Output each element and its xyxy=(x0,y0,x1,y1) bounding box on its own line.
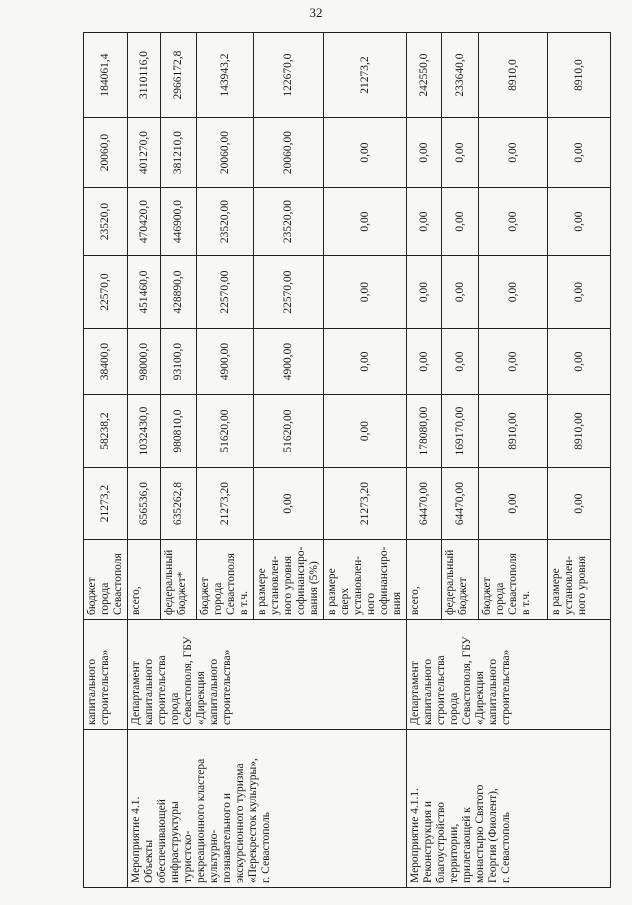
value-cell: 4900,00 xyxy=(197,329,254,395)
value-cell: 38400,0 xyxy=(84,329,128,395)
value-cell: 20060,00 xyxy=(254,118,324,188)
table-row xyxy=(407,33,442,888)
value-cell: 0,00 xyxy=(407,329,442,395)
value-cell: 8910,00 xyxy=(548,395,611,468)
value-cell: 64470,00 xyxy=(407,468,442,540)
value-cell: 656536,0 xyxy=(128,468,161,540)
value-cell: 0,00 xyxy=(407,256,442,329)
value-cell: 0,00 xyxy=(324,118,407,188)
responsible-cell: Департамент капитального строительства города Севастополя, ГБУ «Дирекция капитального строительства» xyxy=(407,620,611,730)
value-cell: 21273,20 xyxy=(324,468,407,540)
value-cell: 470420,0 xyxy=(128,188,161,256)
value-cell: 242550,0 xyxy=(407,33,442,118)
value-cell: 0,00 xyxy=(548,329,611,395)
value-cell: 0,00 xyxy=(324,329,407,395)
table-body xyxy=(84,33,611,888)
value-cell: 0,00 xyxy=(324,395,407,468)
value-cell: 1032430,0 xyxy=(128,395,161,468)
value-cell: 20060,0 xyxy=(84,118,128,188)
value-cell: 0,00 xyxy=(548,468,611,540)
value-cell: 58238,2 xyxy=(84,395,128,468)
value-cell: 0,00 xyxy=(254,468,324,540)
value-cell: 0,00 xyxy=(324,256,407,329)
value-cell: 21273,2 xyxy=(84,468,128,540)
rotated-table-container xyxy=(83,33,588,888)
value-cell: 980810,0 xyxy=(161,395,197,468)
value-cell: 122670,0 xyxy=(254,33,324,118)
value-cell: 23520,00 xyxy=(254,188,324,256)
value-cell: 178080,00 xyxy=(407,395,442,468)
value-cell: 21273,20 xyxy=(197,468,254,540)
value-cell: 0,00 xyxy=(407,188,442,256)
value-cell: 0,00 xyxy=(442,256,479,329)
value-cell: 51620,00 xyxy=(254,395,324,468)
value-cell: 20060,00 xyxy=(197,118,254,188)
table-row xyxy=(84,33,128,888)
value-cell: 451460,0 xyxy=(128,256,161,329)
value-cell: 93100,0 xyxy=(161,329,197,395)
event-cell-empty xyxy=(84,730,128,888)
value-cell: 0,00 xyxy=(548,256,611,329)
source-cell: в размере установлен- ного уровня софинансиро- вания (5%) xyxy=(254,540,324,620)
value-cell: 0,00 xyxy=(407,118,442,188)
source-cell: всего, xyxy=(407,540,442,620)
value-cell: 0,00 xyxy=(479,329,548,395)
value-cell: 22570,00 xyxy=(197,256,254,329)
value-cell: 51620,00 xyxy=(197,395,254,468)
value-cell: 8910,0 xyxy=(479,33,548,118)
value-cell: 184061,4 xyxy=(84,33,128,118)
table-row xyxy=(128,33,161,888)
value-cell: 8910,00 xyxy=(479,395,548,468)
value-cell: 446900,0 xyxy=(161,188,197,256)
value-cell: 98000,0 xyxy=(128,329,161,395)
value-cell: 21273,2 xyxy=(324,33,407,118)
value-cell: 0,00 xyxy=(442,329,479,395)
event-cell: Мероприятие 4.1. Объекты обеспечивающей инфраструктуры туристско- рекреационного кластера культурно- познавательного и экскурсионного туризма «Перекресток культуры», г. Севастополь xyxy=(128,730,407,888)
value-cell: 23520,0 xyxy=(84,188,128,256)
value-cell: 0,00 xyxy=(324,188,407,256)
value-cell: 169170,00 xyxy=(442,395,479,468)
value-cell: 0,00 xyxy=(548,188,611,256)
source-cell: в размере сверх установлен- ного софинансиро- вния xyxy=(324,540,407,620)
value-cell: 635262,8 xyxy=(161,468,197,540)
source-cell: всего, xyxy=(128,540,161,620)
value-cell: 381210,0 xyxy=(161,118,197,188)
source-cell: в размере установлен- ного уровня xyxy=(548,540,611,620)
value-cell: 8910,0 xyxy=(548,33,611,118)
value-cell: 0,00 xyxy=(479,468,548,540)
responsible-cell: капитального строительства» xyxy=(84,620,128,730)
value-cell: 428890,0 xyxy=(161,256,197,329)
value-cell: 0,00 xyxy=(442,118,479,188)
value-cell: 0,00 xyxy=(548,118,611,188)
value-cell: 233640,0 xyxy=(442,33,479,118)
page-number: 32 xyxy=(309,5,323,20)
value-cell: 143943,2 xyxy=(197,33,254,118)
value-cell: 0,00 xyxy=(442,188,479,256)
responsible-cell: Департамент капитального строительства города Севастополя, ГБУ «Дирекция капитального строительства» xyxy=(128,620,407,730)
value-cell: 23520,00 xyxy=(197,188,254,256)
value-cell: 64470,00 xyxy=(442,468,479,540)
value-cell: 0,00 xyxy=(479,256,548,329)
value-cell: 2966172,8 xyxy=(161,33,197,118)
source-cell: бюджет города Севастополя в т.ч. xyxy=(197,540,254,620)
source-cell: бюджет города Севастополя в т.ч. xyxy=(479,540,548,620)
value-cell: 22570,00 xyxy=(254,256,324,329)
source-cell: федеральный бюджет xyxy=(442,540,479,620)
event-cell: Мероприятие 4.1.1. Реконструкция и благоустройство территории, прилегающей к монастырю Святого Георгия (Фиолент), г. Севастополь xyxy=(407,730,611,888)
financing-table xyxy=(83,32,611,888)
value-cell: 0,00 xyxy=(479,188,548,256)
value-cell: 0,00 xyxy=(479,118,548,188)
value-cell: 3110116,0 xyxy=(128,33,161,118)
value-cell: 401270,0 xyxy=(128,118,161,188)
source-cell: федеральный бюджет* xyxy=(161,540,197,620)
value-cell: 4900,00 xyxy=(254,329,324,395)
value-cell: 22570,0 xyxy=(84,256,128,329)
source-cell: бюджет города Севастополя xyxy=(84,540,128,620)
